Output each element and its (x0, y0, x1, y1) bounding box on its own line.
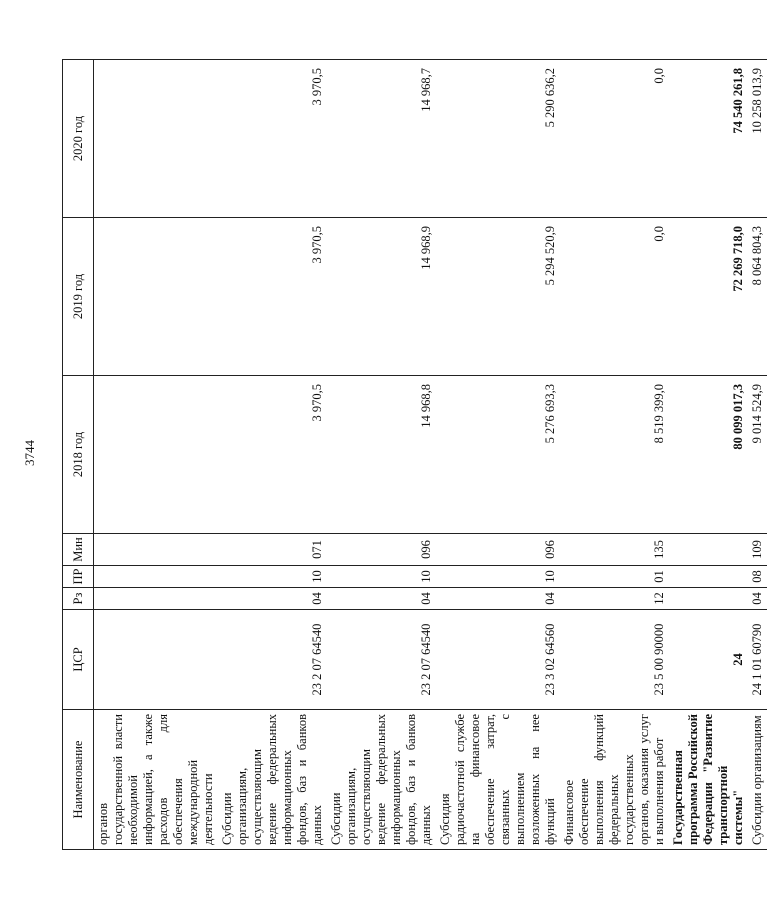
cell-name: Субсидии организациям (748, 710, 767, 850)
cell-2020: 5 290 636,2 (436, 60, 560, 218)
cell-csr: 23 2 07 64540 (218, 610, 327, 710)
table-row (560, 60, 669, 850)
header-csr: ЦСР (63, 610, 94, 710)
cell-name: Субсидии организациям, осуществляющим ведение федеральных информационных фондов, баз и банков данных (218, 710, 327, 850)
cell-min: 096 (436, 534, 560, 566)
table-row (218, 60, 327, 850)
cell-2018: 8 519 399,0 (560, 376, 669, 534)
cell-rz: 04 (327, 588, 436, 610)
header-name: Наименование (63, 710, 94, 850)
cell-csr: 23 5 00 90000 (560, 610, 669, 710)
cell-2020: 10 258 013,9 (748, 60, 767, 218)
header-pr: ПР (63, 566, 94, 588)
header-row (63, 60, 94, 850)
cell-rz: 04 (436, 588, 560, 610)
table-row (327, 60, 436, 850)
cell-pr: 01 (560, 566, 669, 588)
cell-pr: 08 (748, 566, 767, 588)
cell-2020: 74 540 261,8 (669, 60, 748, 218)
cell-2019 (94, 218, 219, 376)
table-body (94, 60, 767, 850)
table-row (436, 60, 560, 850)
cell-pr: 10 (327, 566, 436, 588)
cell-min: 109 (748, 534, 767, 566)
cell-2019: 14 968,9 (327, 218, 436, 376)
cell-2019: 5 294 520,9 (436, 218, 560, 376)
cell-pr: 10 (436, 566, 560, 588)
header-2018: 2018 год (63, 376, 94, 534)
header-min: Мин (63, 534, 94, 566)
header-rz: Рз (63, 588, 94, 610)
cell-pr (669, 566, 748, 588)
cell-2018: 5 276 693,3 (436, 376, 560, 534)
cell-2020: 0,0 (560, 60, 669, 218)
cell-rz: 12 (560, 588, 669, 610)
page-number: 3744 (22, 440, 37, 466)
cell-name: органов государственной власти необходимой информацией, а также расходов для обеспечения международной деятельности (94, 710, 219, 850)
header-2019: 2019 год (63, 218, 94, 376)
cell-csr: 23 2 07 64540 (327, 610, 436, 710)
table-row (94, 60, 219, 850)
cell-2018: 80 099 017,3 (669, 376, 748, 534)
cell-rz: 04 (218, 588, 327, 610)
cell-2020: 14 968,7 (327, 60, 436, 218)
cell-2018: 3 970,5 (218, 376, 327, 534)
cell-min (94, 534, 219, 566)
cell-min: 071 (218, 534, 327, 566)
cell-2019: 72 269 718,0 (669, 218, 748, 376)
cell-2018: 14 968,8 (327, 376, 436, 534)
budget-table (62, 59, 767, 850)
cell-2018 (94, 376, 219, 534)
cell-name: Субсидии организациям, осуществляющим ведение федеральных информационных фондов, баз и банков данных (327, 710, 436, 850)
cell-2020 (94, 60, 219, 218)
cell-csr: 24 1 01 60790 (748, 610, 767, 710)
cell-rz (669, 588, 748, 610)
cell-2020: 3 970,5 (218, 60, 327, 218)
cell-rz (94, 588, 219, 610)
cell-name: Государственная программа Российской Федерации "Развитие транспортной системы" (669, 710, 748, 850)
cell-csr (94, 610, 219, 710)
cell-csr: 23 3 02 64560 (436, 610, 560, 710)
cell-name: Субсидия радиочастотной службе на финансовое обеспечение затрат, связанных с выполнением возложенных на нее функций (436, 710, 560, 850)
cell-2019: 3 970,5 (218, 218, 327, 376)
cell-pr: 10 (218, 566, 327, 588)
table-row (669, 60, 748, 850)
table-row (748, 60, 767, 850)
cell-min (669, 534, 748, 566)
rotated-table-container (62, 60, 764, 850)
header-2020: 2020 год (63, 60, 94, 218)
cell-name: Финансовое обеспечение выполнения функций федеральных государственных органов, оказания услуг и выполнения работ (560, 710, 669, 850)
cell-2018: 9 014 524,9 (748, 376, 767, 534)
table-header (63, 60, 94, 850)
cell-2019: 0,0 (560, 218, 669, 376)
cell-min: 096 (327, 534, 436, 566)
cell-2019: 8 064 804,3 (748, 218, 767, 376)
cell-csr: 24 (669, 610, 748, 710)
cell-min: 135 (560, 534, 669, 566)
cell-pr (94, 566, 219, 588)
cell-rz: 04 (748, 588, 767, 610)
